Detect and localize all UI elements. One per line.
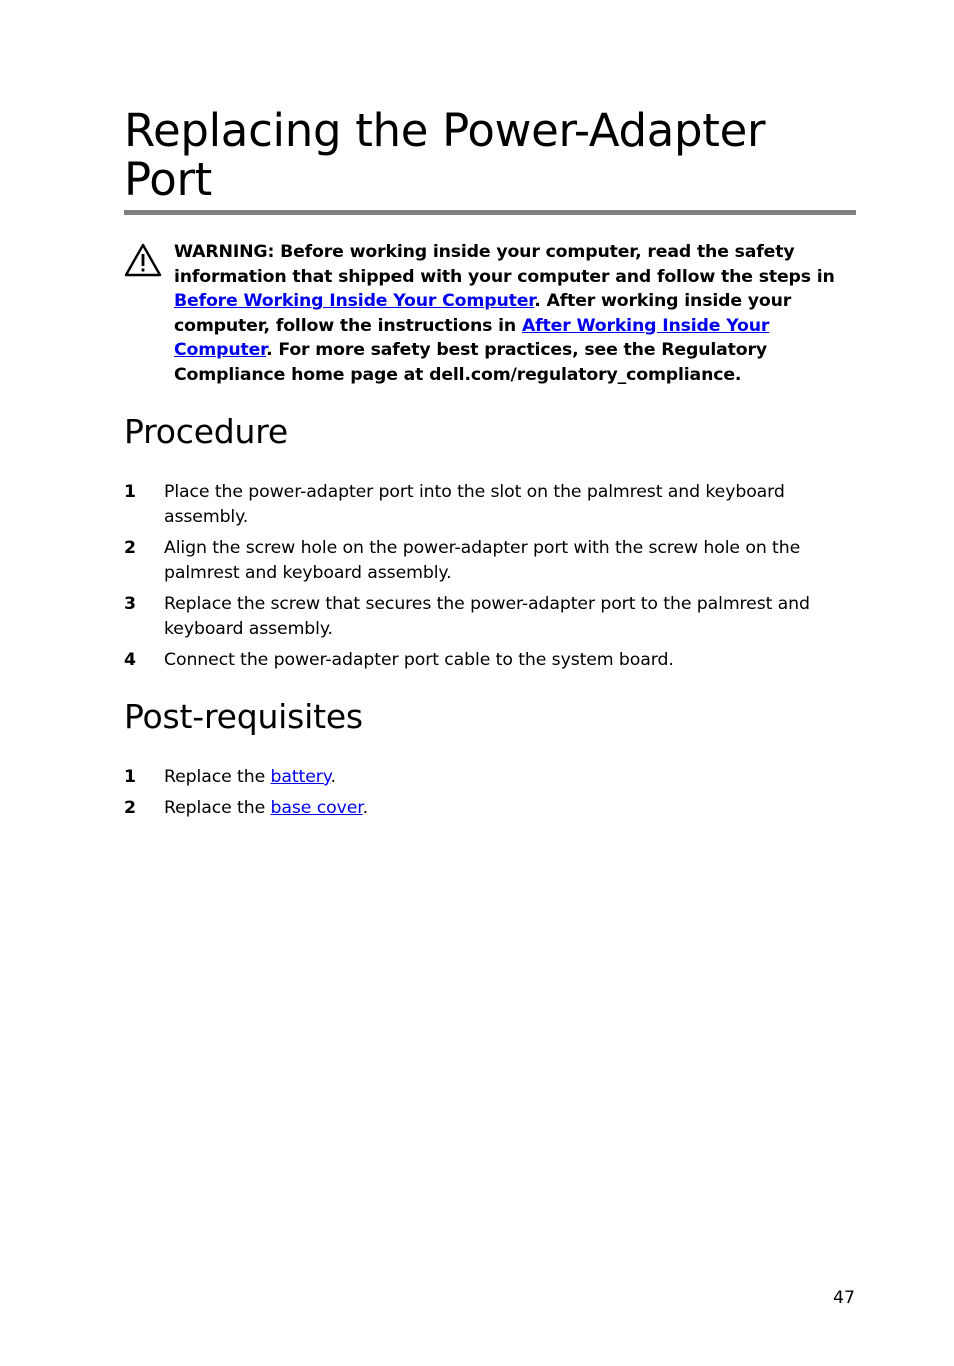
list-item: [124, 648, 864, 673]
step-number: 1: [124, 482, 136, 502]
step-text: Replace the screw that secures the power-adapter port to the palmrest and keyboard assembly.: [164, 593, 810, 639]
list-item: [124, 765, 864, 790]
post-requisites-heading: Post-requisites: [124, 697, 363, 736]
procedure-list: [124, 480, 864, 679]
step-number: 4: [124, 649, 136, 670]
warning-text: . For more safety best practices, see the Regulatory Compliance home page at dell.com/regulatory_compliance.: [174, 340, 767, 385]
page-title: Replacing the Power-Adapter Port: [124, 104, 766, 206]
link-before-working[interactable]: Before Working Inside Your Computer: [174, 291, 535, 312]
list-item: [124, 536, 864, 585]
link-after-working[interactable]: After Working Inside Your Computer: [174, 315, 770, 361]
step-number: 3: [124, 593, 136, 614]
step-number: 2: [124, 798, 136, 819]
step-text: Place the power-adapter port into the slot on the palmrest and keyboard assembly.: [164, 482, 785, 527]
step-number: 2: [124, 537, 136, 558]
post-requisites-list: [124, 765, 864, 828]
step-text: Align the screw hole on the power-adapter port with the screw hole on the palmrest and keyboard assembly.: [164, 537, 801, 583]
warning-triangle-icon: [124, 243, 162, 277]
step-text: .: [362, 798, 369, 819]
link-battery[interactable]: battery: [270, 767, 331, 787]
list-item: [124, 480, 864, 529]
page-number: 47: [833, 1288, 855, 1308]
step-text: Replace the: [164, 767, 271, 787]
title-rule: [124, 210, 856, 215]
warning-text: . After working inside your computer, follow the instructions in: [174, 291, 792, 336]
step-text: Connect the power-adapter port cable to the system board.: [164, 649, 674, 670]
procedure-heading: Procedure: [124, 412, 289, 451]
step-text: Replace the: [164, 798, 271, 819]
list-item: [124, 592, 864, 641]
warning-text: WARNING: Before working inside your computer, read the safety information that shipped with your computer and follow the steps in: [174, 242, 835, 287]
list-item: [124, 796, 864, 821]
step-text: .: [330, 767, 336, 787]
warning-note: [174, 240, 854, 388]
link-base-cover[interactable]: base cover: [270, 798, 363, 819]
step-number: 1: [124, 767, 136, 787]
